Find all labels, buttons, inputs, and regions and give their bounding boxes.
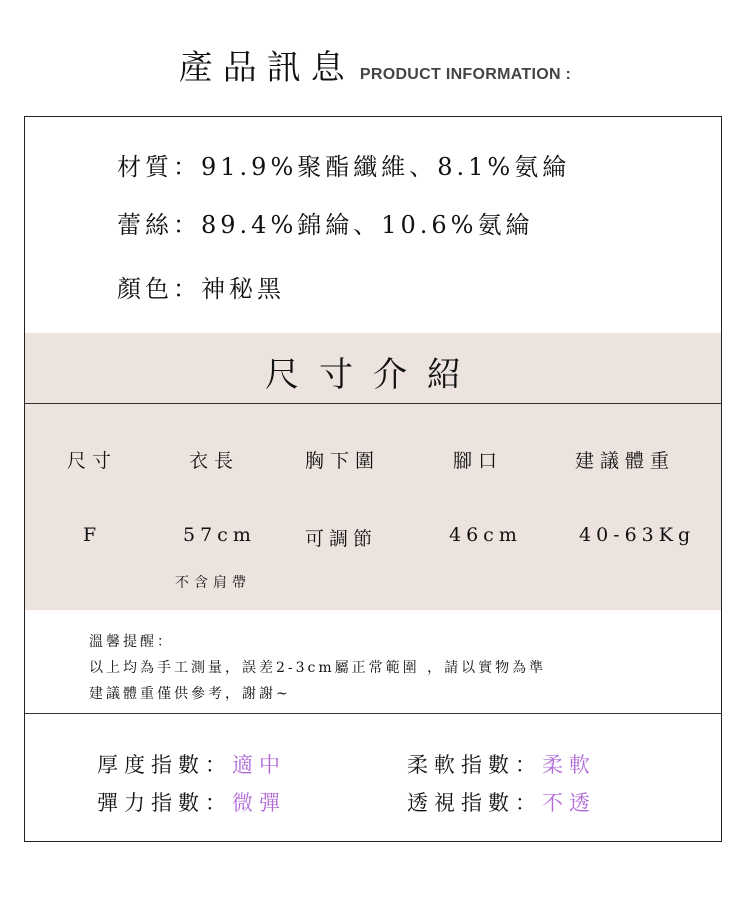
header-title-en: PRODUCT INFORMATION :	[359, 66, 572, 83]
tips-title: 溫馨提醒：	[89, 634, 174, 650]
info-box	[24, 116, 722, 842]
color-value: 神秘黑	[201, 275, 285, 303]
tips	[89, 629, 709, 707]
softness-index	[407, 749, 596, 779]
recommended-weight-header: 建議體重	[575, 450, 676, 472]
tips-line-2: 建議體重僅供參考，謝謝~	[89, 686, 291, 702]
elasticity-label: 彈力指數	[97, 791, 205, 815]
transparency-index	[407, 787, 596, 817]
elasticity-index	[97, 787, 286, 817]
underbust-header: 胸下圍	[305, 450, 381, 472]
size-value: F	[83, 524, 102, 546]
elasticity-value: 微彈	[232, 791, 286, 815]
material-label: 材質	[117, 153, 173, 181]
material-value: 91.9%聚酯纖維、8.1%氨綸	[201, 153, 571, 181]
leg-opening-value: 46cm	[449, 524, 522, 546]
length-note: 不含肩帶	[175, 575, 251, 591]
transparency-label: 透視指數	[407, 791, 515, 815]
length-value: 57cm	[183, 524, 256, 546]
elasticity-sep: ：	[205, 791, 232, 815]
size-table	[25, 404, 721, 610]
size-header: 尺寸	[67, 450, 118, 472]
size-section-title: 尺寸介紹	[265, 355, 481, 395]
transparency-sep: ：	[515, 791, 542, 815]
lace-value: 89.4%錦綸、10.6%氨綸	[201, 211, 534, 239]
recommended-weight-value: 40-63Kg	[579, 524, 696, 546]
header-title-cn: 產品訊息	[178, 48, 355, 88]
softness-sep: ：	[515, 753, 542, 777]
softness-label: 柔軟指數	[407, 753, 515, 777]
length-header: 衣長	[189, 450, 240, 472]
divider	[25, 713, 721, 714]
color-sep: ：	[173, 275, 201, 303]
size-section-band	[25, 333, 721, 404]
header	[0, 40, 750, 89]
underbust-value: 可調節	[305, 528, 378, 550]
material-sep: ：	[173, 153, 201, 181]
tips-line-1: 以上均為手工測量，誤差2-3cm屬正常範圍 ，請以實物為準	[89, 660, 547, 676]
lace-label: 蕾絲	[117, 211, 173, 239]
thickness-sep: ：	[205, 753, 232, 777]
material-row	[117, 147, 570, 182]
leg-opening-header: 腳口	[453, 450, 504, 472]
color-label: 顏色	[117, 275, 173, 303]
lace-row	[117, 205, 533, 240]
transparency-value: 不透	[542, 791, 596, 815]
thickness-value: 適中	[232, 753, 286, 777]
thickness-index	[97, 749, 286, 779]
color-row	[117, 269, 285, 304]
lace-sep: ：	[173, 211, 201, 239]
softness-value: 柔軟	[542, 753, 596, 777]
thickness-label: 厚度指數	[97, 753, 205, 777]
